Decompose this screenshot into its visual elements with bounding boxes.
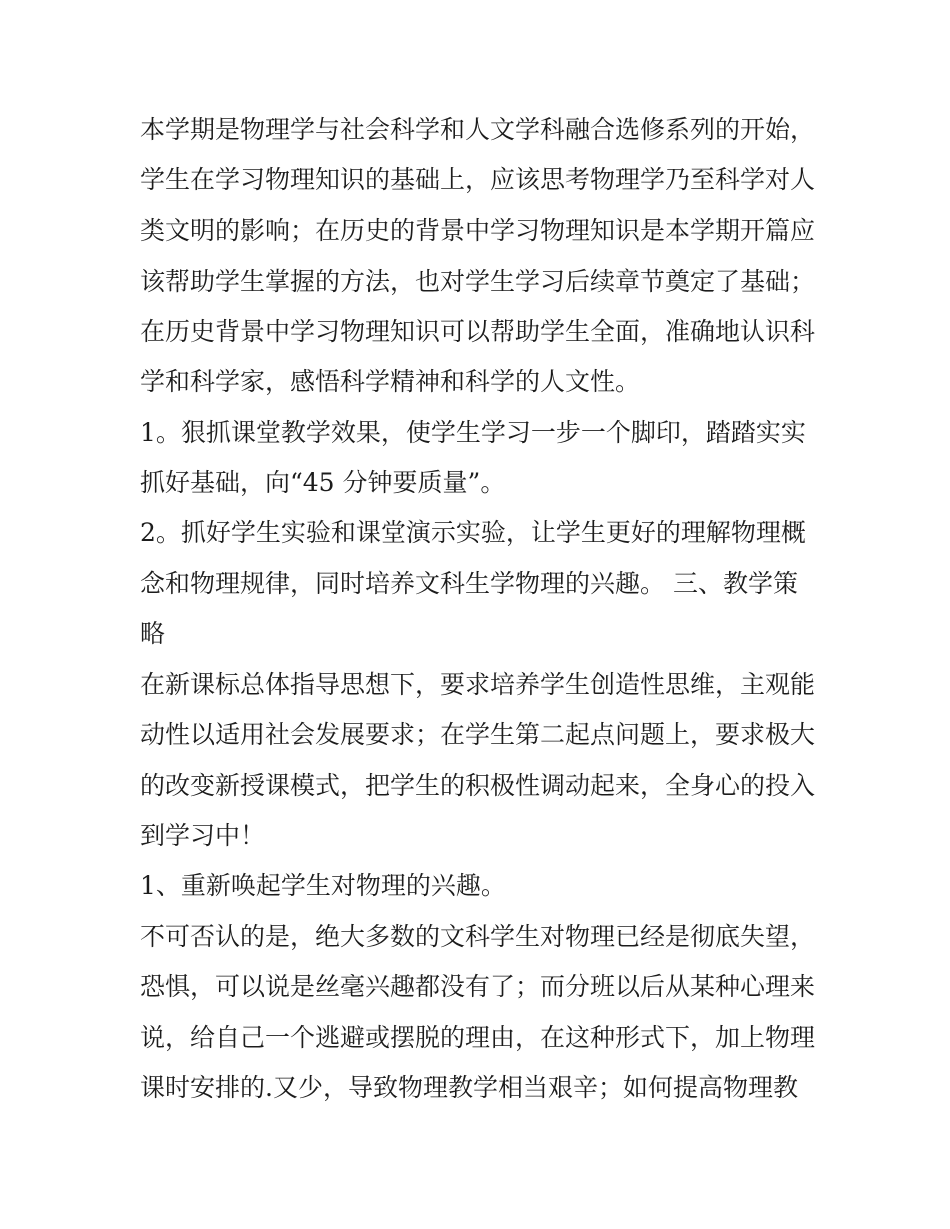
section-heading-line: 略 [140, 619, 166, 648]
text-line: 到学习中！ [140, 821, 266, 850]
list-item-2-line: 2。抓好学生实验和课堂演示实验，让学生更好的理解物理概 [140, 518, 806, 547]
text-line: 本学期是物理学与社会科学和人文学科融合选修系列的开始， [140, 115, 816, 144]
list-item-2-line: 念和物理规律，同时培养文科生学物理的兴趣。 三、教学策 [140, 569, 798, 598]
text-line: 说，给自己一个逃避或摆脱的理由，在这种形式下，加上物理 [140, 1023, 816, 1052]
text-line: 不可否认的是，绝大多数的文科学生对物理已经是彻底失望， [140, 922, 816, 951]
text-line: 在历史背景中学习物理知识可以帮助学生全面，准确地认识科 [140, 317, 816, 346]
text-line: 课时安排的.又少，导致物理教学相当艰辛；如何提高物理教 [140, 1073, 798, 1102]
text-line: 恐惧，可以说是丝毫兴趣都没有了；而分班以后从某种心理来 [140, 972, 816, 1001]
text-line: 类文明的影响；在历史的背景中学习物理知识是本学期开篇应 [140, 216, 816, 245]
text-line: 学生在学习物理知识的基础上，应该思考物理学乃至科学对人 [140, 165, 816, 194]
text-line: 的改变新授课模式，把学生的积极性调动起来，全身心的投入 [140, 771, 816, 800]
list-item-1-line: 1。狠抓课堂教学效果，使学生学习一步一个脚印，踏踏实实 [140, 418, 806, 447]
text-line: 动性以适用社会发展要求；在学生第二起点问题上，要求极大 [140, 720, 816, 749]
text-line: 在新课标总体指导思想下，要求培养学生创造性思维，主观能 [140, 670, 816, 699]
subheading-line: 1、重新唤起学生对物理的兴趣。 [140, 871, 506, 900]
text-line: 学和科学家，感悟科学精神和科学的人文性。 [140, 367, 641, 396]
text-line: 该帮助学生掌握的方法，也对学生学习后续章节奠定了基础； [140, 267, 816, 296]
list-item-1-line: 抓好基础，向“45 分钟要质量”。 [140, 468, 506, 497]
